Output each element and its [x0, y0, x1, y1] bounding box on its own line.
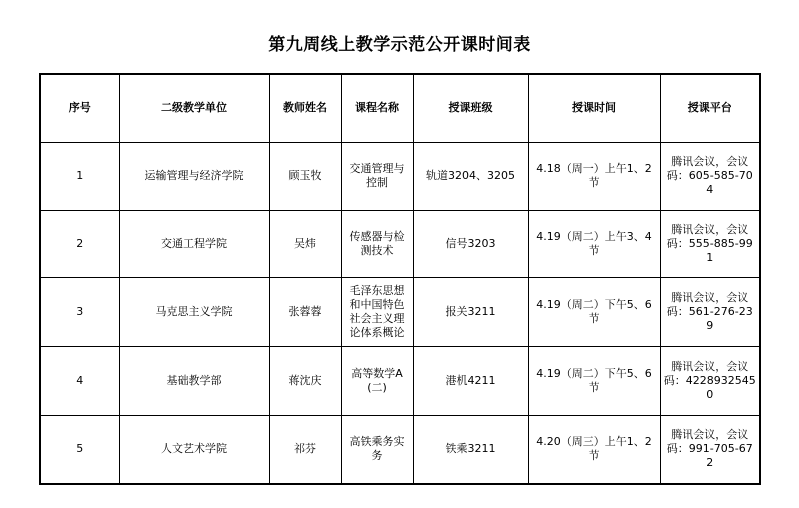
header-platform: 授课平台	[660, 74, 760, 142]
cell-class: 铁乘3211	[413, 415, 528, 484]
header-teacher: 教师姓名	[269, 74, 341, 142]
cell-class: 信号3203	[413, 210, 528, 277]
cell-unit: 交通工程学院	[119, 210, 269, 277]
header-class: 授课班级	[413, 74, 528, 142]
cell-class: 报关3211	[413, 277, 528, 346]
table-header-row	[40, 74, 760, 142]
cell-no: 2	[40, 210, 119, 277]
cell-time: 4.19（周二）下午5、6节	[528, 346, 660, 415]
table-row	[40, 277, 760, 346]
cell-teacher: 吴炜	[269, 210, 341, 277]
cell-platform: 腾讯会议，会议码：991-705-672	[660, 415, 760, 484]
page-title: 第九周线上教学示范公开课时间表	[268, 35, 531, 55]
cell-course: 高等数学A(二)	[341, 346, 413, 415]
cell-course: 毛泽东思想和中国特色社会主义理论体系概论	[341, 277, 413, 346]
cell-teacher: 祁芬	[269, 415, 341, 484]
cell-no: 4	[40, 346, 119, 415]
cell-no: 5	[40, 415, 119, 484]
cell-time: 4.20（周三）上午1、2节	[528, 415, 660, 484]
header-time: 授课时间	[528, 74, 660, 142]
cell-course: 高铁乘务实务	[341, 415, 413, 484]
table-row	[40, 210, 760, 277]
cell-class: 港机4211	[413, 346, 528, 415]
cell-platform: 腾讯会议，会议码：42289325450	[660, 346, 760, 415]
cell-course: 传感器与检测技术	[341, 210, 413, 277]
cell-unit: 基础教学部	[119, 346, 269, 415]
cell-platform: 腾讯会议，会议码：555-885-991	[660, 210, 760, 277]
cell-unit: 马克思主义学院	[119, 277, 269, 346]
header-unit: 二级教学单位	[119, 74, 269, 142]
cell-unit: 人文艺术学院	[119, 415, 269, 484]
cell-unit: 运输管理与经济学院	[119, 142, 269, 210]
table-row	[40, 142, 760, 210]
cell-no: 3	[40, 277, 119, 346]
cell-platform: 腾讯会议，会议码：561-276-239	[660, 277, 760, 346]
cell-time: 4.18（周一）上午1、2节	[528, 142, 660, 210]
cell-no: 1	[40, 142, 119, 210]
cell-teacher: 张蓉蓉	[269, 277, 341, 346]
cell-platform: 腾讯会议，会议码：605-585-704	[660, 142, 760, 210]
table-row	[40, 415, 760, 484]
table-row	[40, 346, 760, 415]
header-no: 序号	[40, 74, 119, 142]
cell-class: 轨道3204、3205	[413, 142, 528, 210]
header-course: 课程名称	[341, 74, 413, 142]
cell-teacher: 顾玉牧	[269, 142, 341, 210]
cell-course: 交通管理与控制	[341, 142, 413, 210]
schedule-table	[39, 73, 761, 485]
cell-time: 4.19（周二）上午3、4节	[528, 210, 660, 277]
cell-time: 4.19（周二）下午5、6节	[528, 277, 660, 346]
cell-teacher: 蒋沈庆	[269, 346, 341, 415]
